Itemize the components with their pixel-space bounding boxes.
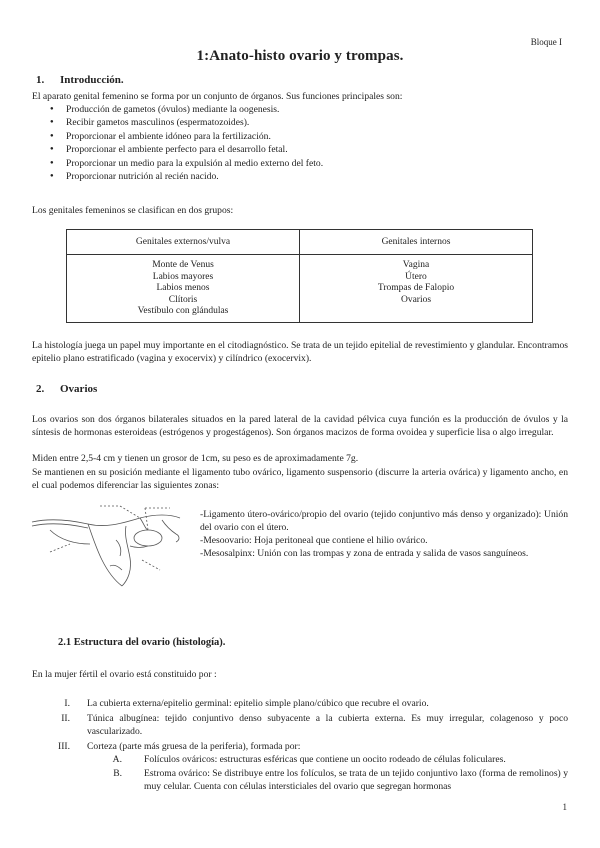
- table-cell-internal: [300, 255, 533, 323]
- table-cell-item: Labios mayores: [152, 271, 214, 282]
- list-item: ● Proporcionar un medio para la expulsión al medio externo del feto.: [50, 157, 323, 170]
- item-number: III.: [58, 741, 70, 752]
- table-cell-item: Monte de Venus: [152, 260, 214, 270]
- structure-intro: En la mujer fértil el ovario está constituido por :: [32, 669, 217, 680]
- item-number: II.: [61, 713, 70, 724]
- table-cell-item: Clítoris: [168, 294, 198, 305]
- item-letter: A.: [112, 754, 122, 765]
- section-title: Introducción.: [60, 74, 124, 86]
- groups-intro: Los genitales femeninos se clasifican en dos grupos:: [32, 205, 234, 216]
- section-title: Ovarios: [60, 383, 98, 395]
- section-number: 2.: [36, 383, 45, 395]
- item-text: Corteza (parte más gruesa de la periferia), formada por:: [87, 741, 301, 752]
- section-heading-introduccion: [36, 74, 124, 87]
- table-cell-item: Labios menos: [156, 283, 210, 294]
- table-cell-item: Ovarios: [400, 294, 432, 305]
- list-item: ● Producción de gametos (óvulos) mediante la oogenesis.: [50, 103, 323, 116]
- page-title: 1:Anato-histo ovario y trompas.: [196, 48, 404, 64]
- list-item: -Mesosalpinx: Unión con las trompas y zona de entrada y salida de vasos sanguíneos.: [200, 548, 529, 559]
- table-cell-item: Vestíbulo con glándulas: [137, 306, 229, 317]
- list-item: -Ligamento útero-ovárico/propio del ovario (tejido conjuntivo más denso y organizado): Unión del ovario con el útero.: [200, 509, 568, 533]
- section-number: 1.: [36, 74, 45, 86]
- item-text: Folículos ováricos: estructuras esféricas que contiene un oocito rodeado de células foliculares.: [144, 754, 506, 765]
- histology-paragraph: La histología juega un papel muy importante en el citodiagnóstico. Se trata de un tejido epitelial de revestimiento y glandular. Encontramos epitelio plano estratificado (vagina y exocervix) y cilíndrico (exocervix).: [32, 340, 568, 364]
- item-text: Estroma ovárico: Se distribuye entre los folículos, se trata de un tejido conjuntivo laxo (forma de remolinos) y muy celular. Cuenta con células intersticiales del ovario que segregan hormonas: [144, 768, 568, 792]
- table-cell-external: [67, 255, 300, 323]
- section-heading-ovarios: [36, 383, 97, 396]
- list-item: ● Proporcionar nutrición al recién nacido.: [50, 170, 323, 183]
- page-number: 1: [562, 802, 567, 812]
- table-cell-item: Vagina: [402, 260, 430, 270]
- list-item: -Mesoovario: Hoja peritoneal que contiene el hilio ovárico.: [200, 535, 428, 546]
- functions-list: [50, 103, 323, 183]
- item-number: I.: [64, 698, 70, 709]
- list-item: ● Proporcionar el ambiente perfecto para el desarrollo fetal.: [50, 143, 323, 156]
- table-cell-item: Trompas de Falopio: [377, 283, 455, 294]
- item-text: La cubierta externa/epitelio germinal: epitelio simple plano/cúbico que recubre el ovario.: [87, 698, 429, 709]
- list-item: ● Proporcionar el ambiente idóneo para la fertilización.: [50, 130, 323, 143]
- ovaries-paragraph-1: Los ovarios son dos órganos bilaterales situados en la pared lateral de la cavidad pélvica cuya función es la producción de óvulos y la síntesis de hormonas esteroideas (estrógenos y progestágenos). Son órganos macizos de forma ovoidea y superficie lisa o algo irregular.: [32, 414, 568, 438]
- table-header-internal: Genitales internos: [300, 230, 533, 255]
- ligament-zones-list: [200, 508, 568, 560]
- ovaries-paragraph-2: Miden entre 2,5-4 cm y tienen un grosor de 1cm, su peso es de aproximadamente 7g.: [32, 453, 359, 464]
- block-label: Bloque I: [530, 37, 562, 47]
- list-item: ● Recibir gametos masculinos (espermatozoides).: [50, 116, 323, 129]
- item-letter: B.: [113, 768, 122, 779]
- table-cell-item: Útero: [405, 271, 427, 282]
- item-text: Túnica albugínea: tejido conjuntivo denso subyacente a la cubierta externa. Es muy irregular, colagenoso y poco vascularizado.: [87, 713, 568, 737]
- ovary-ligament-illustration: [30, 500, 182, 590]
- intro-paragraph: El aparato genital femenino se forma por un conjunto de órganos. Sus funciones principales son:: [32, 91, 403, 102]
- table-header-external: Genitales externos/vulva: [67, 230, 300, 255]
- ovaries-paragraph-3: Se mantienen en su posición mediante el ligamento tubo ovárico, ligamento suspensorio (discurre la arteria ovárica) y ligamento ancho, en el cual podemos diferenciar las siguientes zonas:: [32, 467, 568, 491]
- subsection-heading: 2.1 Estructura del ovario (histología).: [58, 637, 226, 648]
- genitals-table: [66, 229, 533, 323]
